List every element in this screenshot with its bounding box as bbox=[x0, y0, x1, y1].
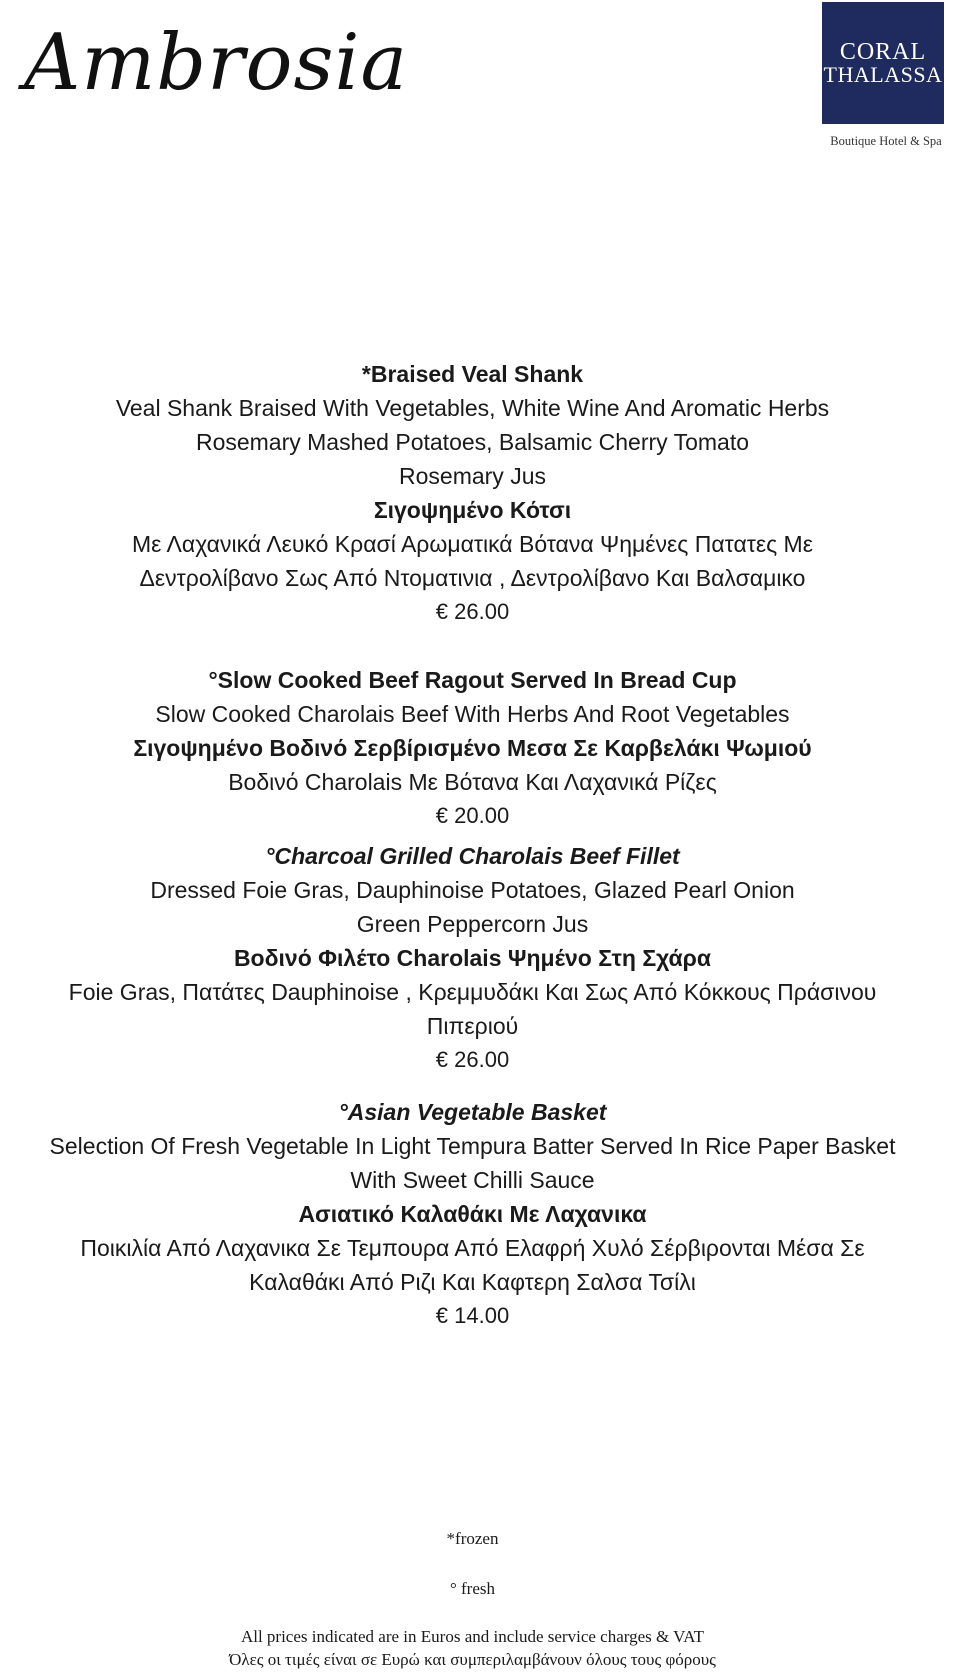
dish-description-line: Rosemary Mashed Potatoes, Balsamic Cherry Tomato bbox=[195, 429, 750, 455]
note-fresh: ° fresh bbox=[449, 1579, 496, 1598]
dish-price: € 14.00 bbox=[435, 1303, 510, 1328]
dish-greek-description-line: Με Λαχανικά Λευκό Κρασί Αρωματικά Βότανα Ψημένες Πατατες Με bbox=[132, 531, 813, 557]
note-frozen: *frozen bbox=[446, 1529, 499, 1548]
logo-line-thalassa: THALASSA bbox=[823, 62, 943, 88]
dish-greek-description-line: Ποικιλία Από Λαχανικα Σε Τεμπουρα Από Ελαφρή Χυλό Σέρβιρονται Μέσα Σε bbox=[80, 1235, 865, 1261]
dish-title: °Charcoal Grilled Charolais Beef Fillet bbox=[265, 843, 680, 869]
dish-greek-description-line: Foie Gras, Πατάτες Dauphinoise , Κρεμμυδάκι Και Σως Από Κόκκους Πράσινου bbox=[68, 979, 877, 1005]
logo-line-coral: CORAL bbox=[839, 38, 927, 65]
dish-title: *Braised Veal Shank bbox=[361, 361, 584, 387]
dish-price: € 20.00 bbox=[435, 803, 510, 828]
menu-item-asian-vegetable-basket bbox=[0, 1095, 945, 1333]
dish-greek-title: Σιγοψημένο Βοδινό Σερβίρισμένο Μεσα Σε Καρβελάκι Ψωμιού bbox=[133, 735, 812, 761]
ambrosia-script-logo: Ambrosia bbox=[24, 18, 408, 108]
menu-item-beef-ragout bbox=[0, 663, 945, 833]
menu-list bbox=[0, 357, 945, 1367]
dish-greek-title: Σιγοψημένο Κότσι bbox=[373, 497, 572, 523]
dish-description-line: Dressed Foie Gras, Dauphinoise Potatoes, Glazed Pearl Onion bbox=[150, 877, 795, 903]
dish-title: °Asian Vegetable Basket bbox=[338, 1099, 607, 1125]
note-prices-greek: Όλες οι τιμές είναι σε Ευρώ και συμπεριλαμβάνουν όλους τους φόρους bbox=[229, 1650, 716, 1669]
dish-description-line: Rosemary Jus bbox=[399, 463, 546, 489]
logo-subtitle: Boutique Hotel & Spa bbox=[830, 134, 942, 148]
dish-greek-description-line: Δεντρολίβανο Σως Από Ντοματινια , Δεντρολίβανο Και Βαλσαμικο bbox=[139, 565, 806, 591]
dish-description-line: Veal Shank Braised With Vegetables, White Wine And Aromatic Herbs bbox=[115, 395, 830, 421]
dish-description-line: Green Peppercorn Jus bbox=[356, 911, 589, 937]
dish-price: € 26.00 bbox=[435, 599, 510, 624]
dish-description-line: Slow Cooked Charolais Beef With Herbs And Root Vegetables bbox=[155, 701, 790, 727]
dish-description-line: With Sweet Chilli Sauce bbox=[350, 1167, 595, 1193]
dish-greek-description-line: Βοδινό Charolais Με Βότανα Και Λαχανικά Ρίζες bbox=[228, 769, 717, 795]
dish-greek-description-line: Καλαθάκι Από Ριζι Και Καφτερη Σαλσα Τσίλι bbox=[249, 1269, 696, 1295]
note-prices-english: All prices indicated are in Euros and include service charges & VAT bbox=[240, 1627, 705, 1646]
coral-thalassa-logo bbox=[822, 2, 944, 124]
dish-title: °Slow Cooked Beef Ragout Served In Bread Cup bbox=[208, 667, 737, 693]
dish-description-line: Selection Of Fresh Vegetable In Light Tempura Batter Served In Rice Paper Basket bbox=[49, 1133, 896, 1159]
dish-greek-title: Βοδινό Φιλέτο Charolais Ψημένο Στη Σχάρα bbox=[233, 945, 712, 971]
menu-item-veal-shank bbox=[0, 357, 945, 629]
dish-price: € 26.00 bbox=[435, 1047, 510, 1072]
dish-greek-title: Ασιατικό Καλαθάκι Με Λαχανικα bbox=[298, 1201, 647, 1227]
dish-greek-description-line: Πιπεριού bbox=[426, 1013, 519, 1039]
menu-item-beef-fillet bbox=[0, 839, 945, 1077]
